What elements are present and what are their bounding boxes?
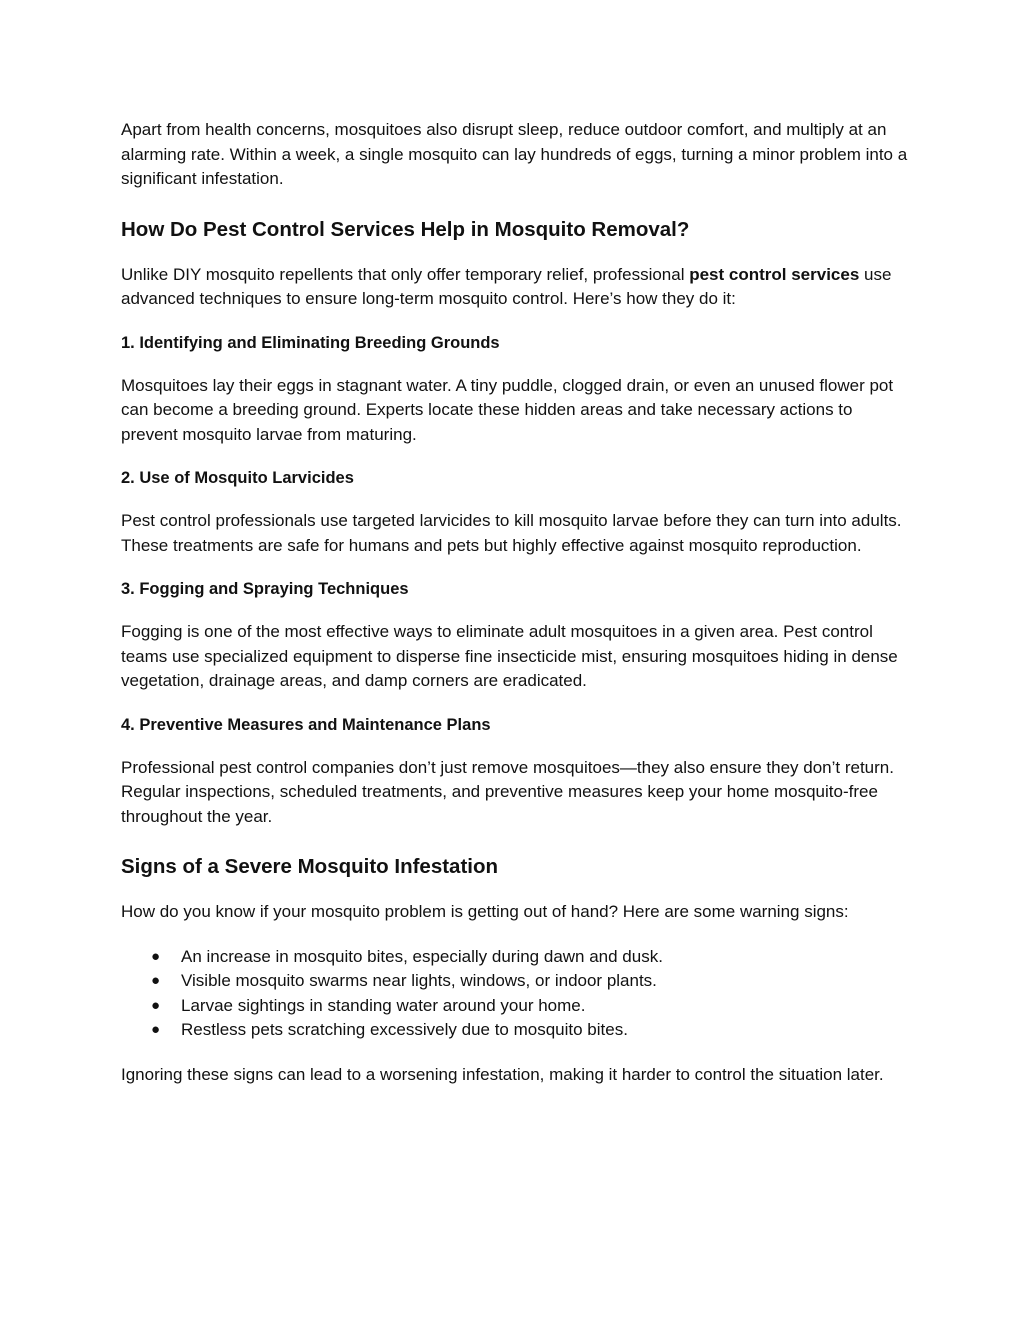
signs-list [121,945,911,1043]
step-4-paragraph: Professional pest control companies don’t just remove mosquitoes—they also ensure they don’t return. Regular inspections, scheduled treatments, and preventive measures keep your home mosquito-free throughout the year. [121,757,894,826]
signs-heading: Signs of a Severe Mosquito Infestation [121,855,499,878]
bullet-icon: ● [151,972,161,989]
list-item [121,994,911,1019]
step-1-heading: 1. Identifying and Eliminating Breeding Grounds [121,333,500,352]
step-3-paragraph: Fogging is one of the most effective ways to eliminate adult mosquitoes in a given area. Pest control teams use specialized equipment to disperse fine insecticide mist, ensuring mosquitoes hiding in dense vegetation, drainage areas, and damp corners are eradicated. [121,622,898,690]
list-item [121,1018,911,1043]
services-intro-bold: pest control services [689,264,860,284]
list-item [121,945,911,970]
services-intro-text: Unlike DIY mosquito repellents that only offer temporary relief, professional [121,264,690,284]
list-item-text: Restless pets scratching excessively due to mosquito bites. [181,1020,628,1039]
step-2-heading: 2. Use of Mosquito Larvicides [121,469,354,487]
step-1-paragraph: Mosquitoes lay their eggs in stagnant water. A tiny puddle, clogged drain, or even an unused flower pot can become a breeding ground. Experts locate these hidden areas and take necessary actions to prevent mosquito larvae from maturing. [121,375,894,444]
services-intro-text-end: use advanced techniques to ensure long-term mosquito control. Here’s how they do it: [121,264,892,308]
signs-intro-paragraph: How do you know if your mosquito problem is getting out of hand? Here are some warning signs: [121,902,849,921]
list-item-text: Visible mosquito swarms near lights, windows, or indoor plants. [181,971,657,990]
bullet-icon: ● [151,947,161,965]
bullet-icon: ● [151,996,161,1014]
document-page [121,118,911,1087]
services-heading: How Do Pest Control Services Help in Mosquito Removal? [121,217,690,241]
bullet-icon: ● [151,1021,161,1038]
services-intro-paragraph [121,263,911,312]
step-3-heading: 3. Fogging and Spraying Techniques [121,580,409,598]
list-item [121,969,911,994]
step-2-paragraph: Pest control professionals use targeted larvicides to kill mosquito larvae before they can turn into adults. These treatments are safe for humans and pets but highly effective against mosquito reproduction. [121,511,902,555]
list-item-text: An increase in mosquito bites, especially during dawn and dusk. [181,946,663,966]
list-item-text: Larvae sightings in standing water around your home. [181,995,586,1015]
closing-paragraph: Ignoring these signs can lead to a worsening infestation, making it harder to control the situation later. [121,1064,884,1084]
intro-paragraph: Apart from health concerns, mosquitoes also disrupt sleep, reduce outdoor comfort, and multiply at an alarming rate. Within a week, a single mosquito can lay hundreds of eggs, turning a minor problem into a significant infestation. [121,120,908,188]
step-4-heading: 4. Preventive Measures and Maintenance Plans [121,715,491,734]
